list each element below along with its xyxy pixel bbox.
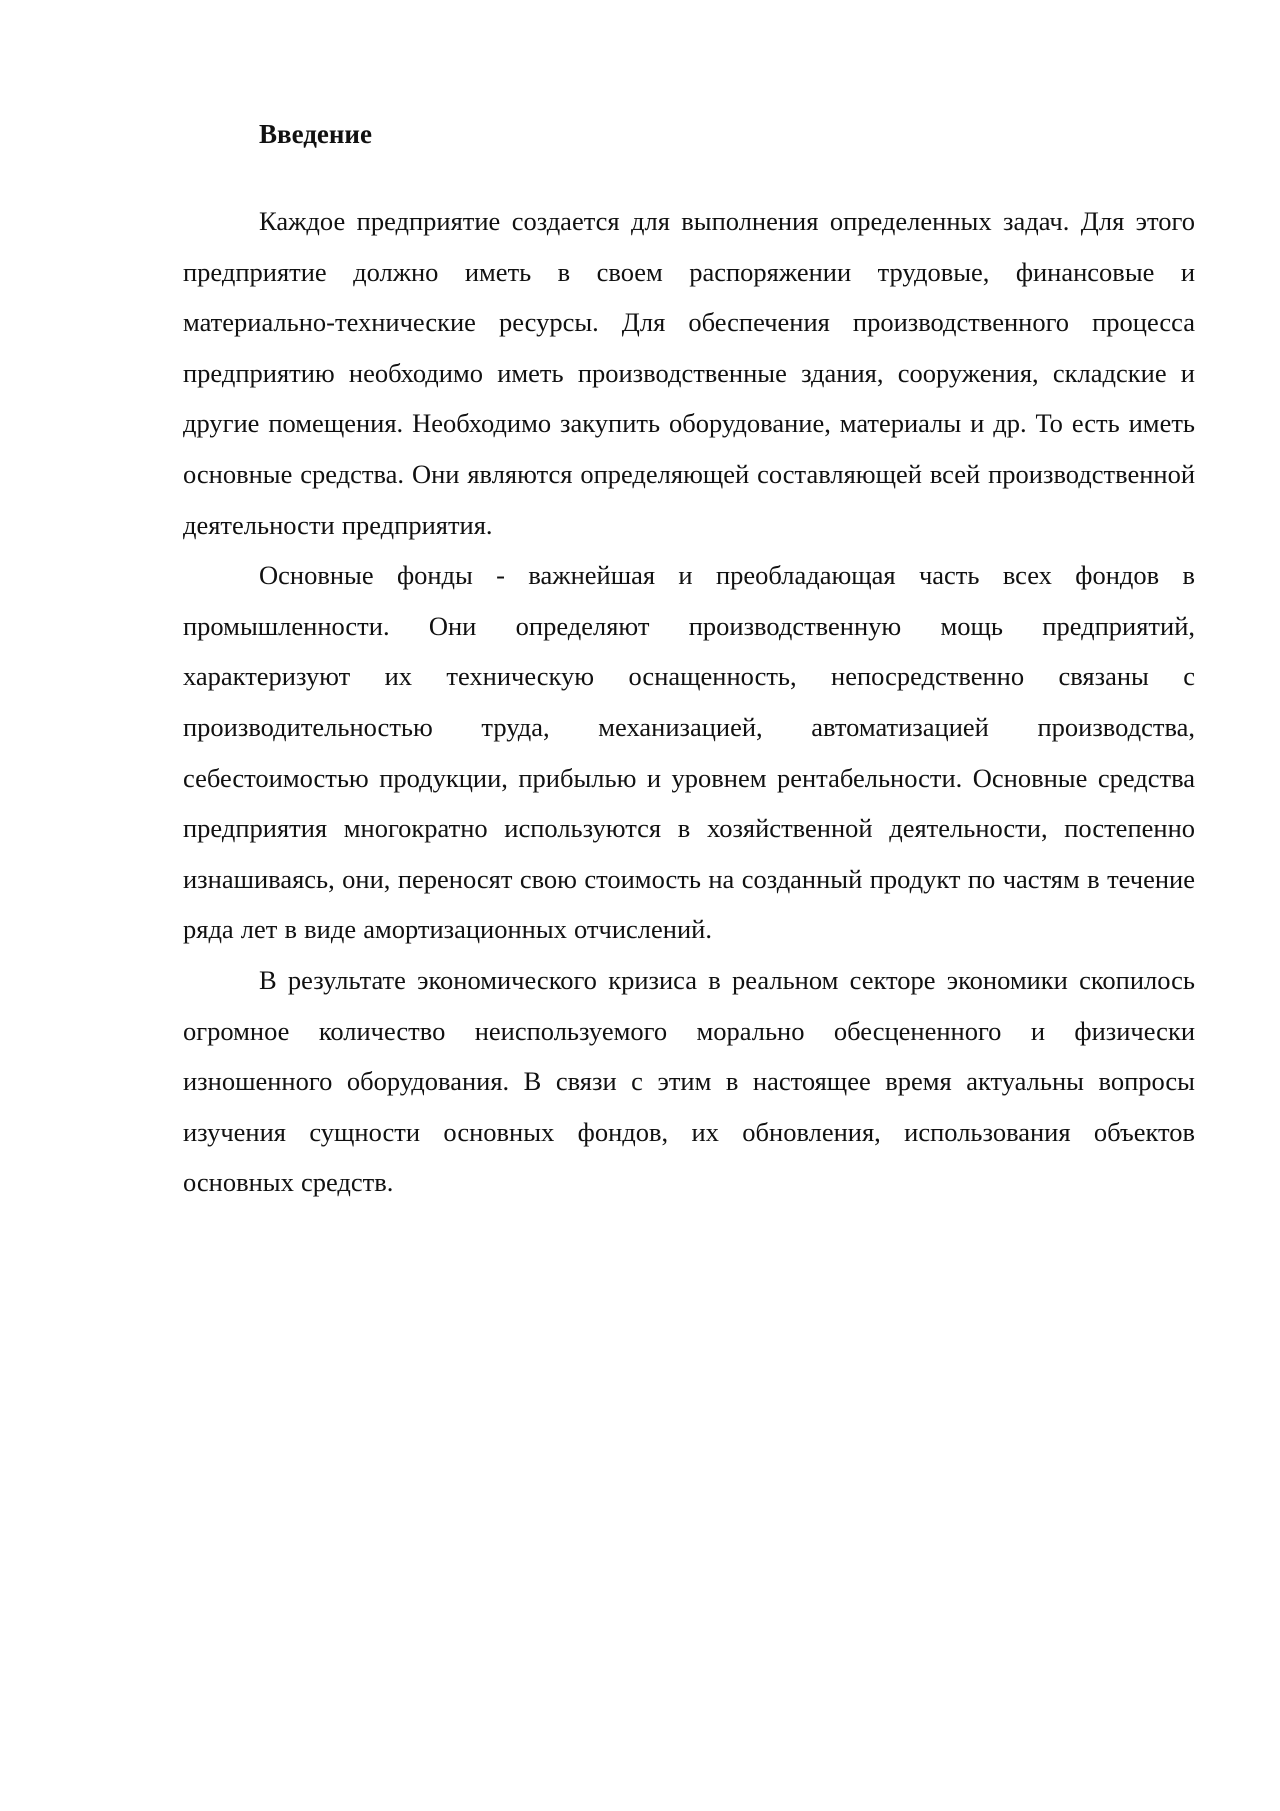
paragraph-2: Основные фонды - важнейшая и преобладающая часть всех фондов в промышленности. Они определяют производственную мощь предприятий, характеризуют их техническую оснащенность, непосредственно связаны с производительностью труда, механизацией, автоматизацией производства, себестоимостью продукции, прибылью и уровнем рентабельности. Основные средства предприятия многократно используются в хозяйственной деятельности, постепенно изнашиваясь, они, переносят свою стоимость на созданный продукт по частям в течение ряда лет в виде амортизационных отчислений. (183, 560, 1195, 945)
page-title: Введение (259, 119, 372, 149)
paragraph-3: В результате экономического кризиса в реальном секторе экономики скопилось огромное количество неиспользуемого морально обесцененного и физически изношенного оборудования. В связи с этим в настоящее время актуальны вопросы изучения сущности основных фондов, их обновления, использования объектов основных средств. (183, 964, 1195, 1198)
document-content (183, 118, 1195, 1208)
paragraph-1: Каждое предприятие создается для выполнения определенных задач. Для этого предприятие должно иметь в своем распоряжении трудовые, финансовые и материально-технические ресурсы. Для обеспечения производственного процесса предприятию необходимо иметь производственные здания, сооружения, складские и другие помещения. Необходимо закупить оборудование, материалы и др. То есть иметь основные средства. Они являются определяющей составляющей всей производственной деятельности предприятия. (183, 206, 1195, 540)
document-body (183, 196, 1195, 1208)
